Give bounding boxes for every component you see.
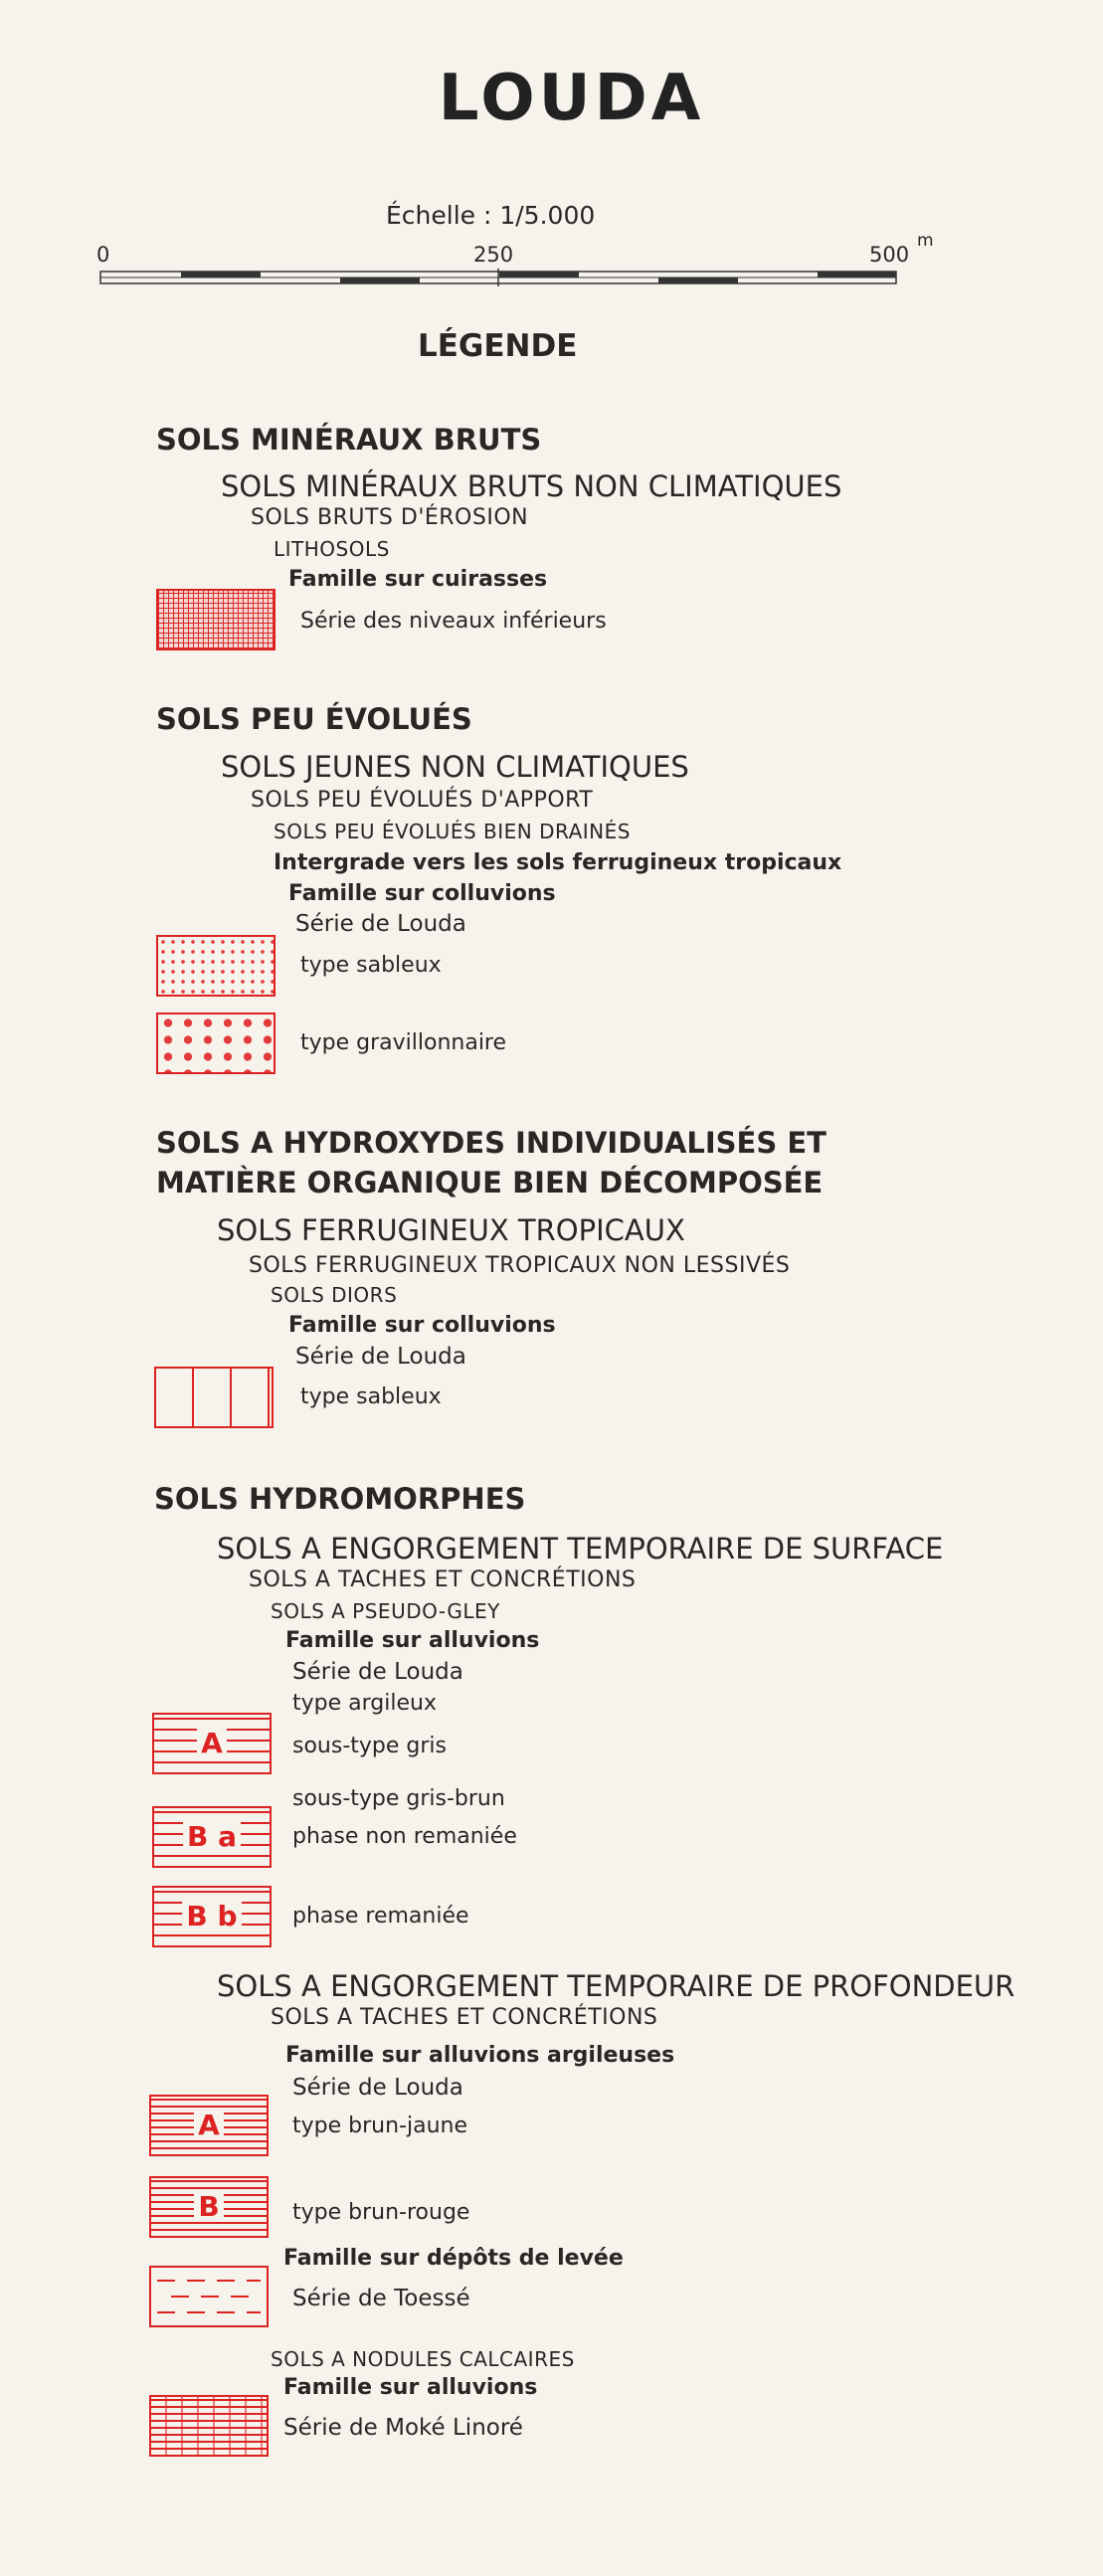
serie-label: Série de Louda xyxy=(292,2075,463,2101)
swatch-letter-b-dense xyxy=(149,2176,269,2238)
section-heading: SOLS PEU ÉVOLUÉS xyxy=(156,702,472,736)
legend-item-label: type brun-jaune xyxy=(292,2114,467,2138)
section-heading-cont: MATIÈRE ORGANIQUE BIEN DÉCOMPOSÉE xyxy=(156,1166,824,1199)
map-title: LOUDA xyxy=(438,62,705,135)
swatch-fine-dots xyxy=(156,935,276,997)
subclass-heading: SOLS FERRUGINEUX TROPICAUX NON LESSIVÉS xyxy=(249,1253,791,1278)
swatch-letter-a xyxy=(152,1713,272,1774)
swatch-letter: A xyxy=(194,2111,224,2140)
legend-item-label: type gravillonnaire xyxy=(300,1030,507,1055)
scale-bar xyxy=(99,269,899,286)
group-heading: LITHOSOLS xyxy=(274,537,390,561)
swatch-letter-ba xyxy=(152,1806,272,1868)
intergrade-label: Intergrade vers les sols ferrugineux tropicaux xyxy=(274,850,842,875)
scale-tick-250: 250 xyxy=(473,243,514,267)
dash-row xyxy=(157,2280,261,2282)
serie-label: Série de Louda xyxy=(292,1659,463,1685)
family-label: Famille sur cuirasses xyxy=(288,567,548,592)
swatch-letter: B xyxy=(194,2192,223,2222)
swatch-brick xyxy=(149,2395,269,2457)
legend-item-label: Série de Moké Linoré xyxy=(283,2415,523,2441)
legend-item-label: Série de Toessé xyxy=(292,2286,470,2311)
legend-item-label: type brun-rouge xyxy=(292,2200,470,2225)
swatch-letter: B a xyxy=(183,1822,241,1852)
section-heading: SOLS A HYDROXYDES INDIVIDUALISÉS ET xyxy=(156,1126,827,1160)
class-heading: SOLS A ENGORGEMENT TEMPORAIRE DE PROFONDEUR xyxy=(217,1969,1015,2003)
class-heading: SOLS JEUNES NON CLIMATIQUES xyxy=(221,750,689,784)
subclass-heading: SOLS A TACHES ET CONCRÉTIONS xyxy=(249,1567,637,1592)
dash-row xyxy=(171,2296,261,2298)
dash-row xyxy=(157,2311,261,2313)
serie-label: Série de Louda xyxy=(295,911,466,937)
family-label: Famille sur alluvions xyxy=(285,1628,540,1653)
swatch-grid xyxy=(156,589,276,650)
legend-item-label: sous-type gris xyxy=(292,1734,447,1758)
family-label: Famille sur alluvions argileuses xyxy=(285,2043,675,2068)
group-heading: SOLS A NODULES CALCAIRES xyxy=(271,2347,575,2371)
scale-label: Échelle : 1/5.000 xyxy=(386,201,596,230)
swatch-vertical-lines xyxy=(154,1367,274,1428)
class-heading: SOLS A ENGORGEMENT TEMPORAIRE DE SURFACE xyxy=(217,1532,944,1565)
subclass-heading: SOLS BRUTS D'ÉROSION xyxy=(251,505,529,530)
group-heading: SOLS A PSEUDO-GLEY xyxy=(271,1599,500,1623)
legend-title: LÉGENDE xyxy=(418,328,578,364)
legend-item-label: phase remaniée xyxy=(292,1904,469,1929)
swatch-letter: B b xyxy=(182,1902,241,1932)
section-heading: SOLS HYDROMORPHES xyxy=(154,1482,526,1516)
scale-tick-500: 500 xyxy=(869,243,910,267)
serie-label: Série de Louda xyxy=(295,1344,466,1370)
legend-item-label: Série des niveaux inférieurs xyxy=(300,609,607,634)
swatch-large-dots xyxy=(156,1012,276,1074)
family-label: Famille sur dépôts de levée xyxy=(283,2246,624,2271)
legend-item-label: phase non remaniée xyxy=(292,1824,517,1849)
class-heading: SOLS FERRUGINEUX TROPICAUX xyxy=(217,1213,685,1247)
legend-item-label: type sableux xyxy=(300,1384,442,1409)
swatch-letter-a-dense xyxy=(149,2095,269,2156)
group-heading: SOLS PEU ÉVOLUÉS BIEN DRAINÉS xyxy=(274,820,631,843)
group-heading: SOLS DIORS xyxy=(271,1283,398,1307)
subclass-heading: SOLS PEU ÉVOLUÉS D'APPORT xyxy=(251,788,594,813)
swatch-dashed-lines xyxy=(149,2266,269,2327)
family-label: Famille sur colluvions xyxy=(288,881,556,906)
section-heading: SOLS MINÉRAUX BRUTS xyxy=(156,423,542,457)
type-label: type argileux xyxy=(292,1691,437,1716)
swatch-letter-bb xyxy=(152,1886,272,1947)
subtype-label: sous-type gris-brun xyxy=(292,1786,505,1811)
subclass-heading: SOLS A TACHES ET CONCRÉTIONS xyxy=(271,2005,658,2030)
scale-unit: m xyxy=(917,231,934,251)
legend-item-label: type sableux xyxy=(300,953,442,978)
family-label: Famille sur alluvions xyxy=(283,2375,538,2400)
swatch-letter: A xyxy=(197,1729,227,1758)
scale-tick-0: 0 xyxy=(96,243,110,267)
class-heading: SOLS MINÉRAUX BRUTS NON CLIMATIQUES xyxy=(221,469,842,503)
family-label: Famille sur colluvions xyxy=(288,1313,556,1338)
